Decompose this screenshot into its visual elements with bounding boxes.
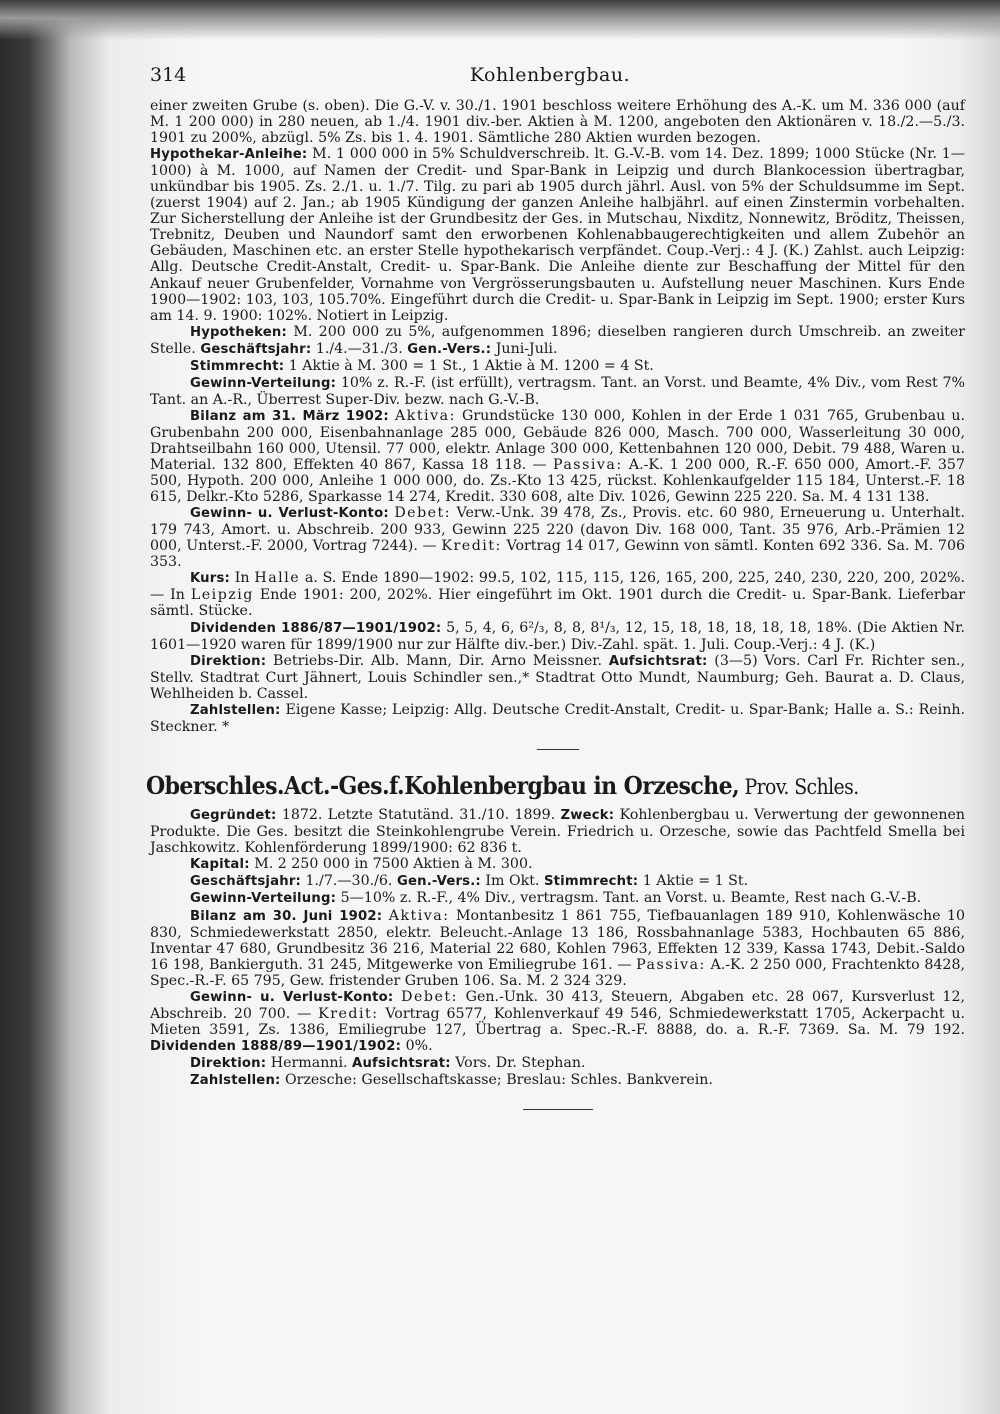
entry1-hyp-anleihe-label: Hypothekar-Anleihe: [150,147,308,163]
entry2-kredit-text: Vortrag 6577, Kohlenverkauf 49 546, Schmiedewerkstatt 1705, Ackerpacht u. Mieten 3591, Zs. 1386, Emiliegrube 127, Übertrag a. Spec.-R.-F. 8888, do. a. R.-F. 7369. Sa. M. 79 192. [150,1005,966,1038]
entry1-zahlstellen-label: Zahlstellen: [190,702,281,718]
entry2-guv-paragraph [150,989,965,1055]
entry1-gewinnvert-paragraph [150,375,965,408]
entry1-kredit-text: Vortrag 14 017, Gewinn von sämtl. Konten 692 336. Sa. M. 706 353. [150,538,965,571]
entry1-bilanz-paragraph [150,408,965,505]
entry1-hypotheken-paragraph [150,324,965,358]
entry2-stimmrecht-label: Stimmrecht: [543,874,639,890]
entry1-geschaeftsjahr-label: Geschäftsjahr: [200,341,312,357]
page-content [146,98,966,1110]
entry2-gegruendet-text: 1872. Letzte Statutänd. 31./10. 1899. [276,807,556,824]
entry1-kurs-halle: Halle [254,570,301,587]
entry1-genvers-label: Gen.-Vers.: [407,341,492,357]
entry2-zahlstellen-text: Orzesche: Gesellschaftskasse; Breslau: Schles. Bankverein. [280,1071,713,1088]
page-header [150,64,950,90]
entry1-direktion-paragraph [150,653,965,702]
entry1-kurs-text-a: In [230,570,255,587]
entry1-bilanz-label: Bilanz am 31. März 1902: [190,408,389,424]
entry2-stimmrecht-text: 1 Aktie = 1 St. [638,873,749,890]
entry2-debet-label: Debet: [401,988,458,1005]
entry1-passiva-text: A.-K. 1 200 000, R.-F. 650 000, Amort.-F. 357 500, Hypoth. 200 000, Anleihe 1 000 000, do. Zs.-Kto 13 425, rückst. Kohlenkaufgelder 115 184, Unterst.-F. 18 615, Delkr.-Kto 5286, Sparkasse 14 274, Kredit. 330 608, alte Div. 1026, Gewinn 225 220. Sa. M. 4 131 138. [150,457,965,506]
entry1-aufsichtsrat-label: Aufsichtsrat: [608,653,708,669]
entry2-aktiva-label: Aktiva: [388,907,450,924]
entry1-kurs-leipzig: Leipzig [190,587,254,604]
entry1-zahlstellen-text: Eigene Kasse; Leipzig: Allg. Deutsche Credit-Anstalt, Credit- u. Spar-Bank; Halle a. S.: Reinh. Steckner. * [150,701,965,735]
entry1-geschaeftsjahr-text: 1./4.—31./3. [311,340,403,357]
entry2-passiva-label: Passiva: [636,956,706,973]
entry2-dividenden-text: 0%. [401,1037,433,1054]
end-separator-rule [523,1109,593,1110]
entry1-kurs-label: Kurs: [190,571,231,587]
entry2-zahlstellen-paragraph [150,1072,965,1089]
entry1-kurs-text-b: a. S. Ende 1890—1902: 99.5, 102, 115, 115, 126, 165, 200, 225, 240, 230, 220, 200, 202%. — In [150,570,965,604]
entry2-title-suffix: Prov. Schles. [739,775,859,800]
entry2-title-main: Oberschles.Act.-Ges.f.Kohlenbergbau in Orzesche, [146,771,740,801]
entry-separator-rule [537,749,579,750]
entry2-direktion-paragraph [150,1055,965,1072]
entry1-kredit-label: Kredit: [441,538,502,555]
entry1-direktion-text: Betriebs-Dir. Alb. Mann, Dir. Arno Meissner. [266,652,602,669]
entry2-company-title [146,772,965,801]
entry1-guv-paragraph [150,505,965,570]
entry1-dividenden-label: Dividenden 1886/87—1901/1902: [190,620,442,636]
entry2-zweck-label: Zweck: [560,808,615,824]
entry2-kapital-text: M. 2 250 000 in 7500 Aktien à M. 300. [249,856,533,873]
entry2-aufsichtsrat-text: Vors. Dr. Stephan. [450,1054,586,1071]
entry2-genvers-label: Gen.-Vers.: [396,874,481,890]
entry1-zahlstellen-paragraph [150,702,965,735]
entry1-gewinnvert-label: Gewinn-Verteilung: [190,375,337,391]
entry2-debet-text: Gen.-Unk. 30 413, Steuern, Abgaben etc. 28 067, Kursverlust 12, Abschreib. 20 700. — [150,988,965,1022]
running-title: Kohlenbergbau. [469,64,631,86]
entry1-dividenden-paragraph [150,620,965,653]
entry2-gewinnvert-text: 5—10% z. R.-F., 4% Div., vertragsm. Tant. an Vorst. u. Beamte, Rest nach G.-V.-B. [336,890,922,907]
entry1-hyp-anleihe-paragraph [150,146,965,324]
entry1-debet-label: Debet: [394,505,452,522]
entry2-guv-label: Gewinn- u. Verlust-Konto: [190,989,394,1005]
entry2-kredit-label: Kredit: [318,1005,379,1022]
entry1-guv-label: Gewinn- u. Verlust-Konto: [190,506,389,522]
entry2-gegruendet-paragraph [150,807,965,856]
entry2-zweck-text: Kohlenbergbau u. Verwertung der gewonnenen Produkte. Die Ges. besitzt die Steinkohlengrube Verein. Friedrich u. Orzesche, sowie das Pachtfeld Smella bei Jaschkowitz. Kohlenförderung 1899/1900: 62 836 t. [150,807,965,857]
entry1-stimmrecht-label: Stimmrecht: [190,358,285,374]
entry1-stimmrecht-paragraph [150,358,965,375]
entry2-geschaeftsjahr-text: 1./7.—30./6. [301,873,393,890]
entry2-gewinnvert-label: Gewinn-Verteilung: [190,891,337,907]
entry1-kurs-text-c: Ende 1901: 200, 202%. Hier eingeführt im Okt. 1901 durch die Credit- u. Spar-Bank. Lieferbar sämtl. Stücke. [150,587,965,620]
page-number: 314 [150,64,187,86]
entry2-zahlstellen-label: Zahlstellen: [190,1072,281,1088]
entry2-gewinnvert-paragraph [150,890,965,907]
entry2-direktion-label: Direktion: [190,1055,267,1071]
entry1-direktion-label: Direktion: [190,653,267,669]
entry1-passiva-label: Passiva: [552,457,623,474]
entry1-hypotheken-text: M. 200 000 zu 5%, aufgenommen 1896; dieselben rangieren durch Umschreib. an zweiter Stelle. [150,323,965,357]
entry1-hyp-anleihe-text: M. 1 000 000 in 5% Schuldverschreib. lt. G.-V.-B. vom 14. Dez. 1899; 1000 Stücke (Nr. 1—1000) à M. 1000, auf Namen der Credit- und Spar-Bank in Leipzig und durch Blankocession übertragbar, unkündbar bis 1905. Zs. 2./1. u. 1./7. Tilg. zu pari ab 1905 durch jährl. Ausl. von 5% der Schuldsumme im Sept. (zuerst 1904) auf 2. Jan.; ab 1905 Kündigung der ganzen Anleihe halbjährl. auf einen Zinstermin vorbehalten. Zur Sicherstellung der Anleihe ist der Grundbesitz der Ges. in Mutschau, Nixditz, Nonnewitz, Bröditz, Theissen, Trebnitz, Deuben und Naundorf samt den erworbenen Kohlenabbaugerechtigkeiten und allem Zubehör an Gebäuden, Maschinen etc. an erster Stelle hypothekarisch verpfändet. Coup.-Verj.: 4 J. (K.) Zahlst. auch Leipzig: Allg. Deutsche Credit-Anstalt, Credit- u. Spar-Bank. Die Anleihe diente zur Beschaffung der Mittel für den Ankauf neuer Grubenfelder, Vornahme von Vergrösserungsbauten u. Aufstellung neuer Maschinen. Kurs Ende 1900—1902: 103, 103, 105.70%. Eingeführt durch die Credit- u. Spar-Bank in Leipzig im Sept. 1900; erster Kurs am 14. 9. 1900: 102%. Notiert in Leipzig. [150,146,965,324]
entry1-hypotheken-label: Hypotheken: [190,324,287,340]
entry2-aktiva-text: Montanbesitz 1 861 755, Tiefbauanlagen 189 910, Kohlenwäsche 10 830, Schmiedewerkstatt 2850, elektr. Beleucht.-Anlage 13 186, Rossbahnanlage 5383, Hochbauten 65 886, Inventar 47 680, Grundbesitz 36 216, Material 22 680, Kohlen 7963, Effekten 12 339, Kassa 1743, Debit.-Saldo 16 198, Bankierguth. 31 245, Mitgewerke von Emiliegrube 161. — [150,907,965,973]
entry1-intro-paragraph [150,98,965,146]
entry2-dividenden-label: Dividenden 1888/89—1901/1902: [150,1038,402,1054]
entry2-kapital-label: Kapital: [190,857,250,873]
entry1-aktiva-label: Aktiva: [395,407,456,424]
entry2-bilanz-label: Bilanz am 30. Juni 1902: [190,908,383,924]
entry1-aktiva-text: Grundstücke 130 000, Kohlen in der Erde 1 031 765, Grubenbau u. Grubenbahn 200 000, Eisenbahnanlage 285 000, Gebäude 826 000, Masch. 700 000, Wasserleitung 30 000, Drahtseilbahn 160 000, Utensil. 77 000, elektr. Anlage 300 000, Kettenbahnen 120 000, Debit. 79 488, Waren u. Material. 132 800, Effekten 40 867, Kassa 18 118. — [150,407,965,474]
entry1-aufsichtsrat-text: (3—5) Vors. Carl Fr. Richter sen., Stellv. Stadtrat Curt Jähnert, Louis Schindler sen.,* Stadtrat Otto Mundt, Naumburg; Geh. Baurat a. D. Claus, Wehlheiden b. Cassel. [150,652,965,702]
entry1-intro-text: einer zweiten Grube (s. oben). Die G.-V. v. 30./1. 1901 beschloss weitere Erhöhung des A.-K. um M. 336 000 (auf M. 1 200 000) in 280 neuen, ab 1./4. 1901 div.-ber. Aktien à M. 1200, angeboten den Aktionären v. 18./2.—5./3. 1901 zu 200%, abzügl. 5% Zs. bis 1. 4. 1901. Sämtliche 280 Aktien wurden bezogen. [150,98,965,147]
entry2-geschaeftsjahr-label: Geschäftsjahr: [190,874,301,890]
entry1-genvers-text: Juni-Juli. [491,340,558,357]
entry1-dividenden-text: 5, 5, 4, 6, 6²/₃, 8, 8, 8¹/₃, 12, 15, 18, 18, 18, 18, 18, 18%. (Die Aktien Nr. 1601—1920 waren für 1899/1900 nur zur Hälfte div.-ber.) Div.-Zahl. spät. 1. Juli. Coup.-Verj.: 4 J. (K.) [150,619,966,653]
entry1-gewinnvert-text: 10% z. R.-F. (ist erfüllt), vertragsm. Tant. an Vorst. und Beamte, 4% Div., vom Rest 7% Tant. an A.-R., Überrest Super-Div. bezw. nach G.-V.-B. [150,374,965,408]
entry2-passiva-text: A.-K. 2 250 000, Frachtenkto 8428, Spec.-R.-F. 65 795, Gew. fristender Gruben 106. Sa. M. 2 324 329. [150,956,965,989]
entry2-geschaeftsjahr-paragraph [150,873,965,890]
entry2-bilanz-paragraph [150,908,965,989]
entry1-stimmrecht-text: 1 Aktie à M. 300 = 1 St., 1 Aktie à M. 1200 = 4 St. [284,357,654,374]
entry1-kurs-paragraph [150,570,965,619]
entry2-direktion-text: Hermanni. [266,1054,348,1071]
entry2-kapital-paragraph [150,856,965,873]
entry2-aufsichtsrat-label: Aufsichtsrat: [352,1055,451,1071]
entry1-debet-text: Verw.-Unk. 39 478, Zs., Provis. etc. 60 980, Erneuerung u. Unterhalt. 179 743, Amort. u. Abschreib. 200 933, Gewinn 225 220 (davon Div. 168 000, Tant. 35 976, Arb.-Prämien 12 000, Unterst.-F. 2000, Vortrag 7244). — [150,505,966,555]
entry2-genvers-text: Im Okt. [480,873,540,890]
entry2-gegruendet-label: Gegründet: [190,808,277,824]
